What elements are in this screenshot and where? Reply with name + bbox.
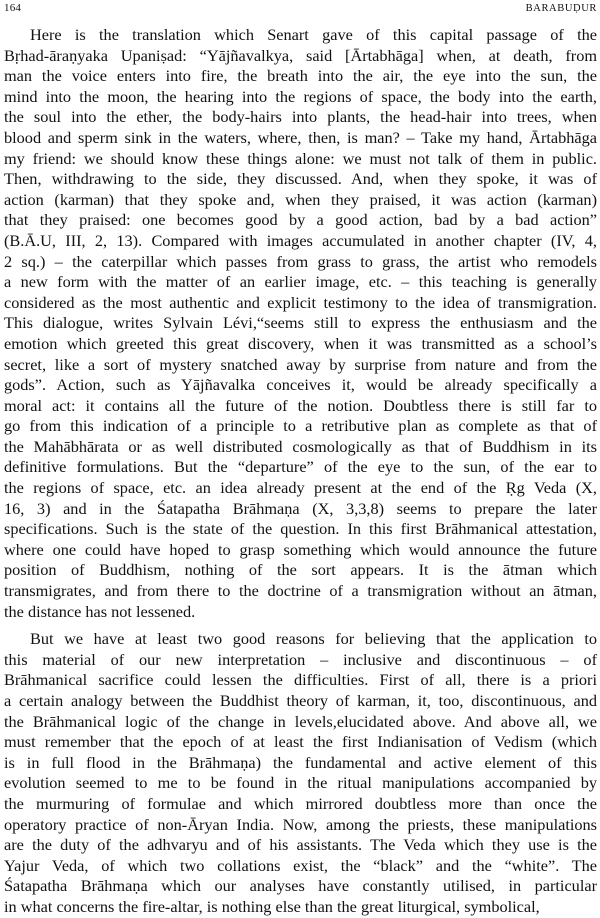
text-line: emotion which greeted this great discovery, when it was transmitted as a school’s (4, 333, 597, 353)
text-line: the Brāhmanical logic of the change in levels,elucidated above. And above all, we (4, 711, 597, 731)
text-line: 2 sq.) – the caterpillar which passes from grass to grass, the artist who remodels (4, 251, 597, 271)
text-line: secret, like a sort of mystery snatched away by surprise from nature and from the (4, 354, 597, 374)
text-line: This dialogue, writes Sylvain Lévi,“seems still to express the enthusiasm and the (4, 313, 597, 333)
text-line: evolution seemed to me to be found in the ritual manipulations accompanied by (4, 773, 597, 793)
text-line: action (karman) that they spoke and, when they praised, it was action (karman) (4, 189, 597, 209)
body-text (4, 25, 597, 918)
text-line: is in full flood in the Brāhmaṇa) the fundamental and active element of this (4, 752, 597, 772)
text-line: a new form with the matter of an earlier image, etc. – this teaching is generally (4, 272, 597, 292)
text-line: must remember that the epoch of at least the first Indianisation of Vedism (which (4, 732, 597, 752)
text-line: blood and sperm sink in the waters, where, then, is man? – Take my hand, Ārtabhāga (4, 127, 597, 147)
text-line: in what concerns the fire-altar, is nothing else than the great liturgical, symbolical, (4, 896, 540, 916)
text-line: Śatapatha Brāhmaṇa which our analyses have constantly utilised, in particular (4, 876, 597, 896)
text-line: this material of our new interpretation – inclusive and discontinuous – of (4, 649, 597, 669)
page-header (4, 2, 597, 19)
paragraph-2 (4, 629, 597, 917)
text-line: (B.Ā.U, III, 2, 13). Compared with images accumulated in another chapter (IV, 4, (4, 230, 597, 250)
text-line: position of Buddhism, nothing of the sort appears. It is the ātman which (4, 560, 597, 580)
text-line: operatory practice of non-Āryan India. Now, among the priests, these manipulations (4, 814, 597, 834)
text-line: my friend: we should know these things alone: we must not talk of them in public. (4, 148, 597, 168)
text-line: Brāhmanical sacrifice could lessen the difficulties. First of all, there is a priori (4, 670, 597, 690)
text-line: the soul into the ether, the body-hairs into plants, the head-hair into trees, when (4, 107, 597, 127)
text-line: mind into the moon, the hearing into the regions of space, the body into the earth, (4, 86, 597, 106)
text-line: that they praised: one becomes good by a good action, bad by a bad action” (4, 210, 597, 230)
text-line: moral act: it contains all the future of the notion. Doubtless there is still far to (4, 395, 597, 415)
text-line: are the duty of the adhvaryu and of his assistants. The Veda which they use is the (4, 835, 597, 855)
text-line: specifications. Such is the state of the question. In this first Brāhmanical attestation, (4, 519, 597, 539)
text-line: considered as the most authentic and explicit testimony to the idea of transmigration. (4, 292, 597, 312)
text-line: Yajur Veda, of which two collations exist, the “black” and the “white”. The (4, 855, 597, 875)
text-line: go from this indication of a principle to a retributive plan as complete as that of (4, 416, 597, 436)
text-line: 16, 3) and in the Śatapatha Brāhmaṇa (X, 3,3,8) seems to prepare the later (4, 498, 597, 518)
text-line: definitive formulations. But the “departure” of the eye to the sun, of the ear to (4, 457, 597, 477)
text-line: the Mahābhārata or as well distributed cosmologically as that of Buddhism in its (4, 436, 597, 456)
text-line: the regions of space, etc. an idea already present at the end of the Ṛg Veda (X, (4, 478, 597, 498)
text-line: Bṛhad-āraṇyaka Upaniṣad: “Yājñavalkya, said [Ārtabhāga] when, at death, from (4, 45, 597, 65)
text-line: transmigrates, and from there to the doctrine of a transmigration without an ātman, (4, 581, 597, 601)
text-line: the distance has not lessened. (4, 601, 196, 621)
text-line: Then, withdrawing to the side, they discussed. And, when they spoke, it was of (4, 169, 597, 189)
text-line: gods”. Action, such as Yājñavalka conceives it, would be already specifically a (4, 375, 597, 395)
text-line: the murmuring of formulae and which mirrored doubtless more than once the (4, 793, 597, 813)
running-title: BARABUḌUR (525, 3, 597, 14)
text-line: Here is the translation which Senart gave of this capital passage of the (30, 25, 597, 44)
text-line: But we have at least two good reasons for believing that the application to (30, 629, 597, 649)
text-line: a certain analogy between the Buddhist theory of karman, it, too, discontinuous, and (4, 691, 597, 710)
text-line: man the voice enters into fire, the breath into the air, the eye into the sun, the (4, 66, 597, 86)
page-number: 164 (4, 2, 22, 14)
text-line: where one could have hoped to grasp something which would announce the future (4, 539, 597, 559)
paragraph-1 (4, 25, 597, 622)
